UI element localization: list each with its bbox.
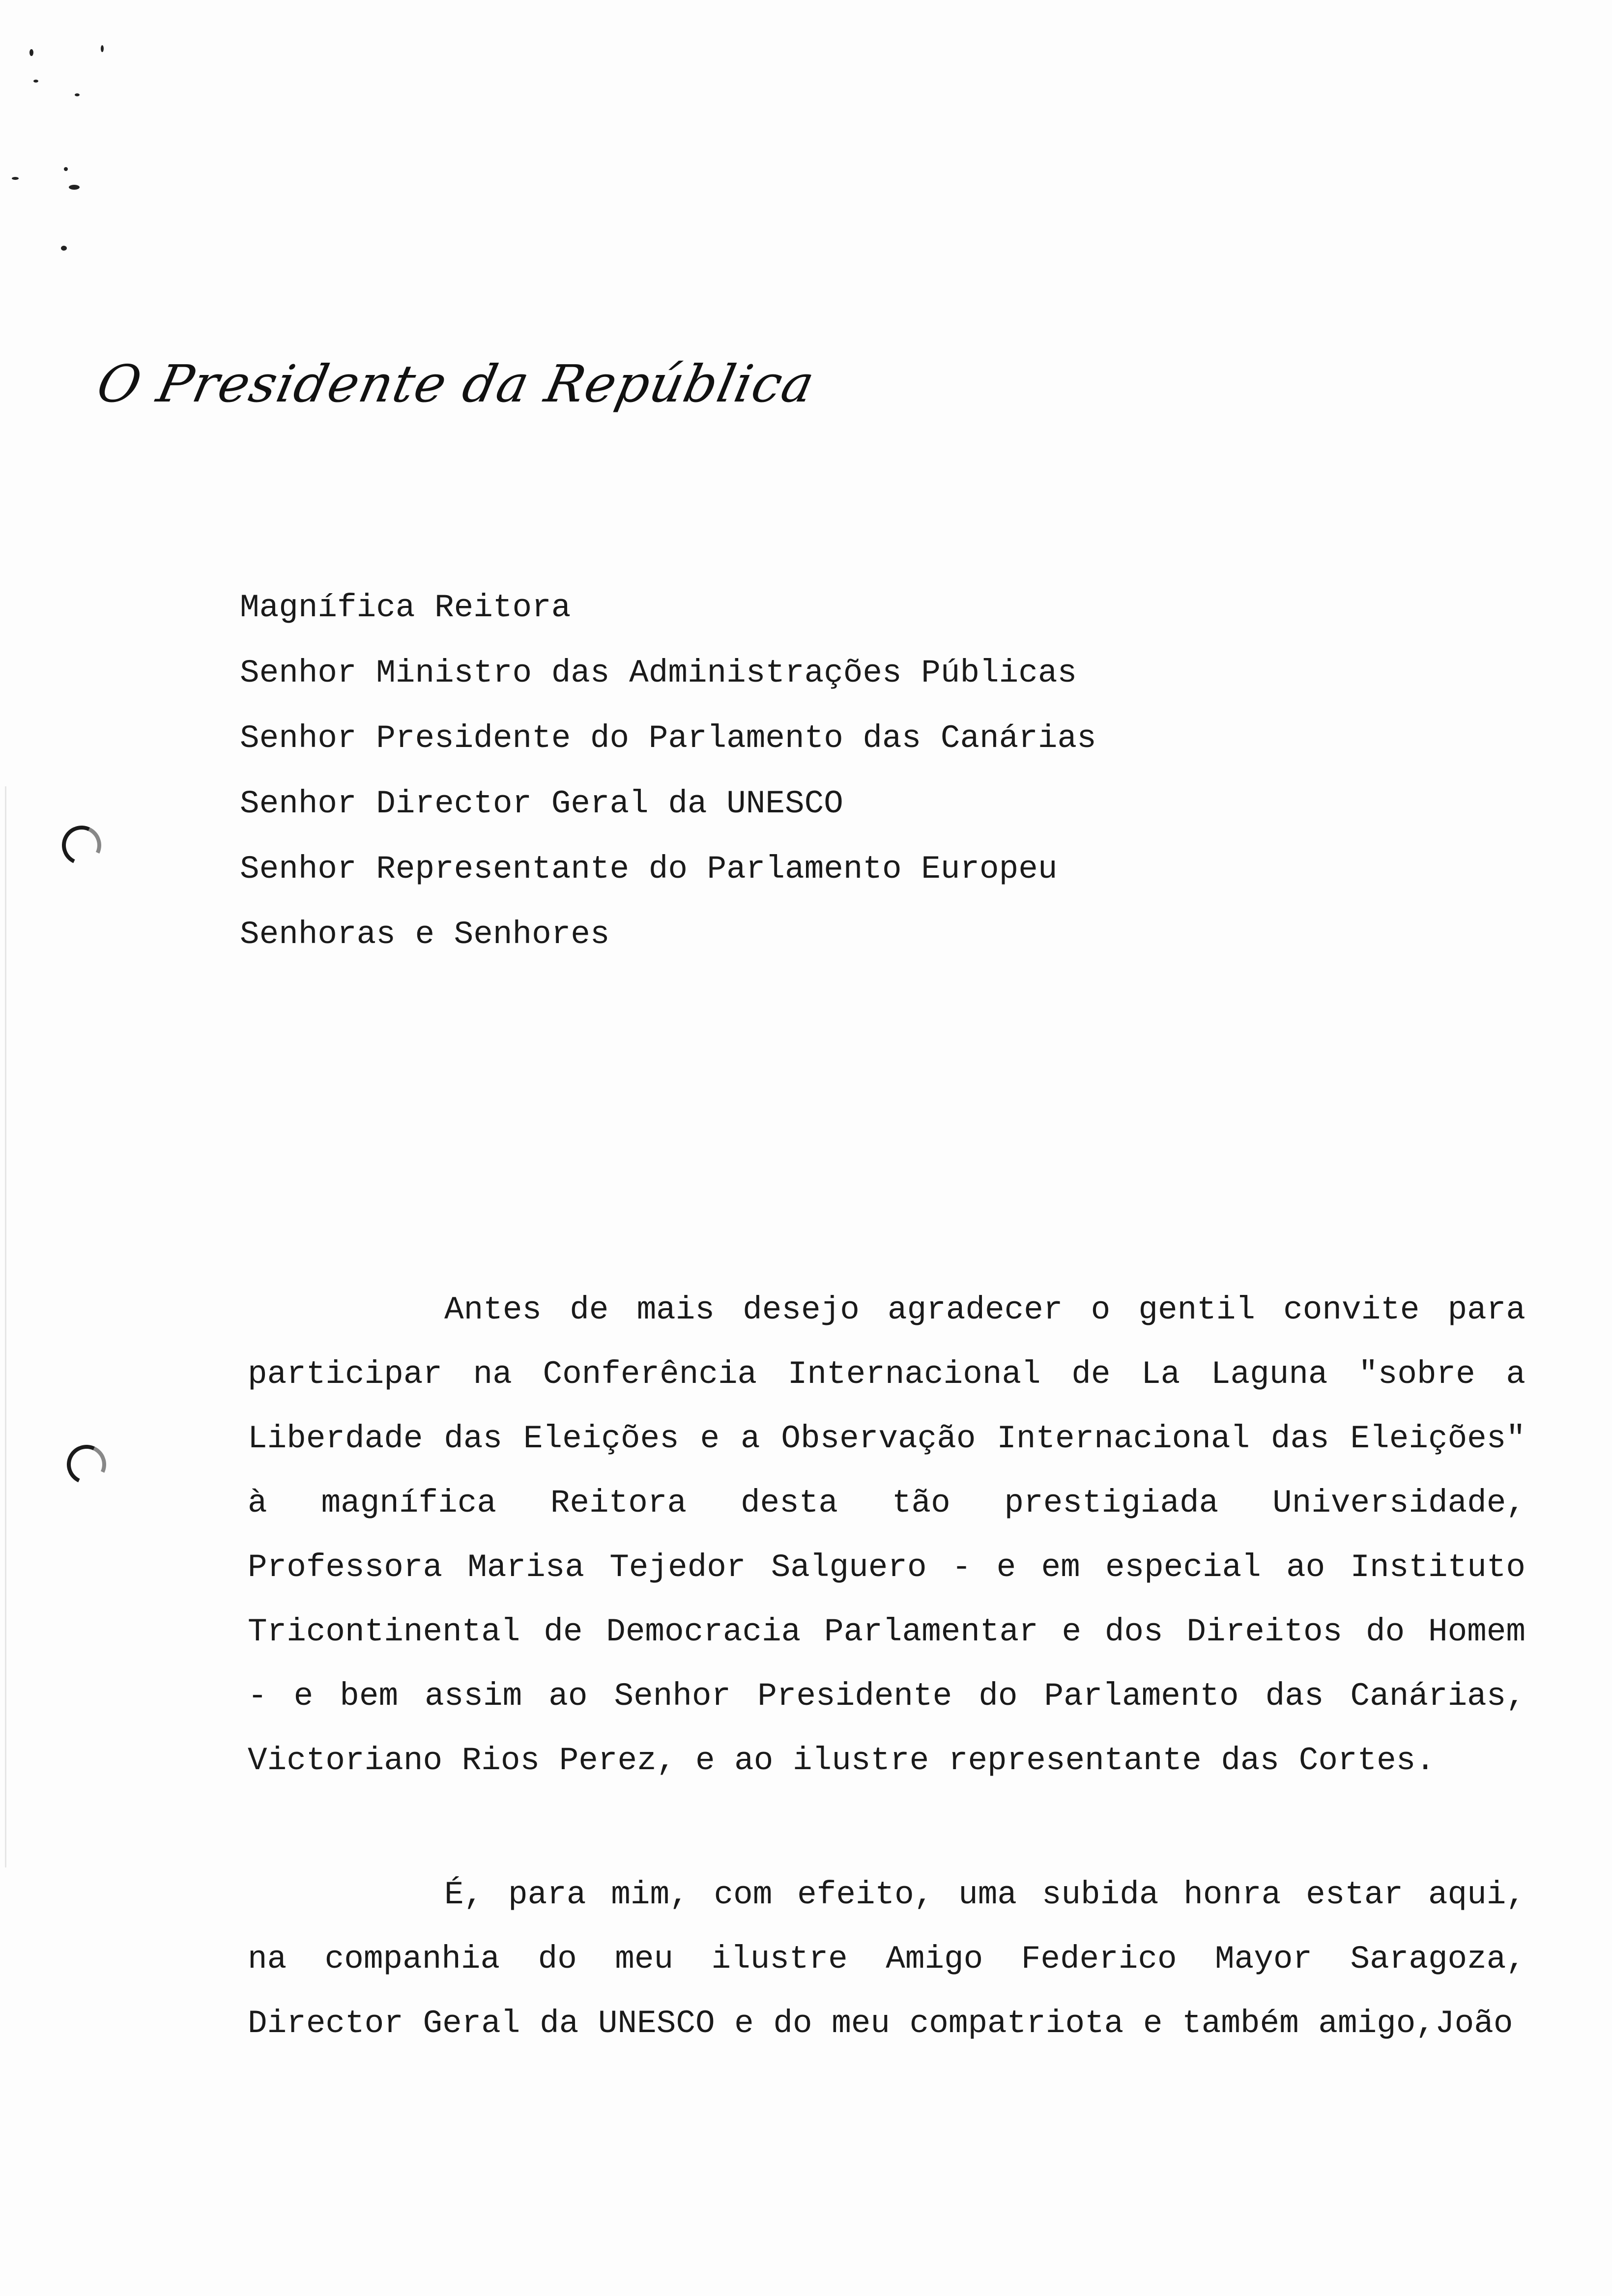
scan-speck	[33, 80, 38, 83]
paragraph-text: Antes de mais desejo agradecer o gentil convite para participar na Conferência Internacional de La Laguna "sobre a Liberdade das Eleições e a Observação Internacional das Eleições" à magnífica Reitora desta tão prestigiada Universidade, Professora Marisa Tejedor Salguero - e em especial ao Instituto Tricontinental de Democracia Parlamentar e dos Direitos do Homem - e bem assim ao Senhor Presidente do Parlamento das Canárias, Victoriano Rios Perez, e ao ilustre representante das Cortes.	[248, 1292, 1526, 1779]
punch-hole	[61, 1439, 112, 1490]
scan-speck	[29, 49, 33, 56]
scan-edge-line	[5, 786, 6, 1867]
body-paragraph	[248, 1278, 1526, 1793]
salutation-line: Senhor Ministro das Administrações Públicas	[240, 655, 1077, 691]
salutation-line: Senhor Director Geral da UNESCO	[240, 785, 843, 822]
scan-speck	[69, 185, 80, 190]
scan-speck	[12, 177, 19, 180]
salutation-line: Senhor Presidente do Parlamento das Canárias	[240, 720, 1096, 757]
scan-speck	[61, 246, 67, 251]
salutation-line: Magnífica Reitora	[240, 589, 571, 626]
scan-speck	[101, 45, 104, 52]
salutation-line: Senhoras e Senhores	[240, 916, 610, 953]
scan-speck	[75, 93, 80, 96]
scan-speck	[64, 167, 68, 171]
paragraph-text: É, para mim, com efeito, uma subida honra estar aqui, na companhia do meu ilustre Amigo Federico Mayor Saragoza, Director Geral da UNESCO e do meu compatriota e também amigo,João	[248, 1876, 1526, 2042]
punch-hole	[57, 820, 107, 871]
letterhead-title: O Presidente da República	[92, 354, 821, 414]
salutation-list	[240, 575, 1096, 967]
body-paragraph	[248, 1863, 1526, 2056]
salutation-line: Senhor Representante do Parlamento Europeu	[240, 851, 1058, 888]
